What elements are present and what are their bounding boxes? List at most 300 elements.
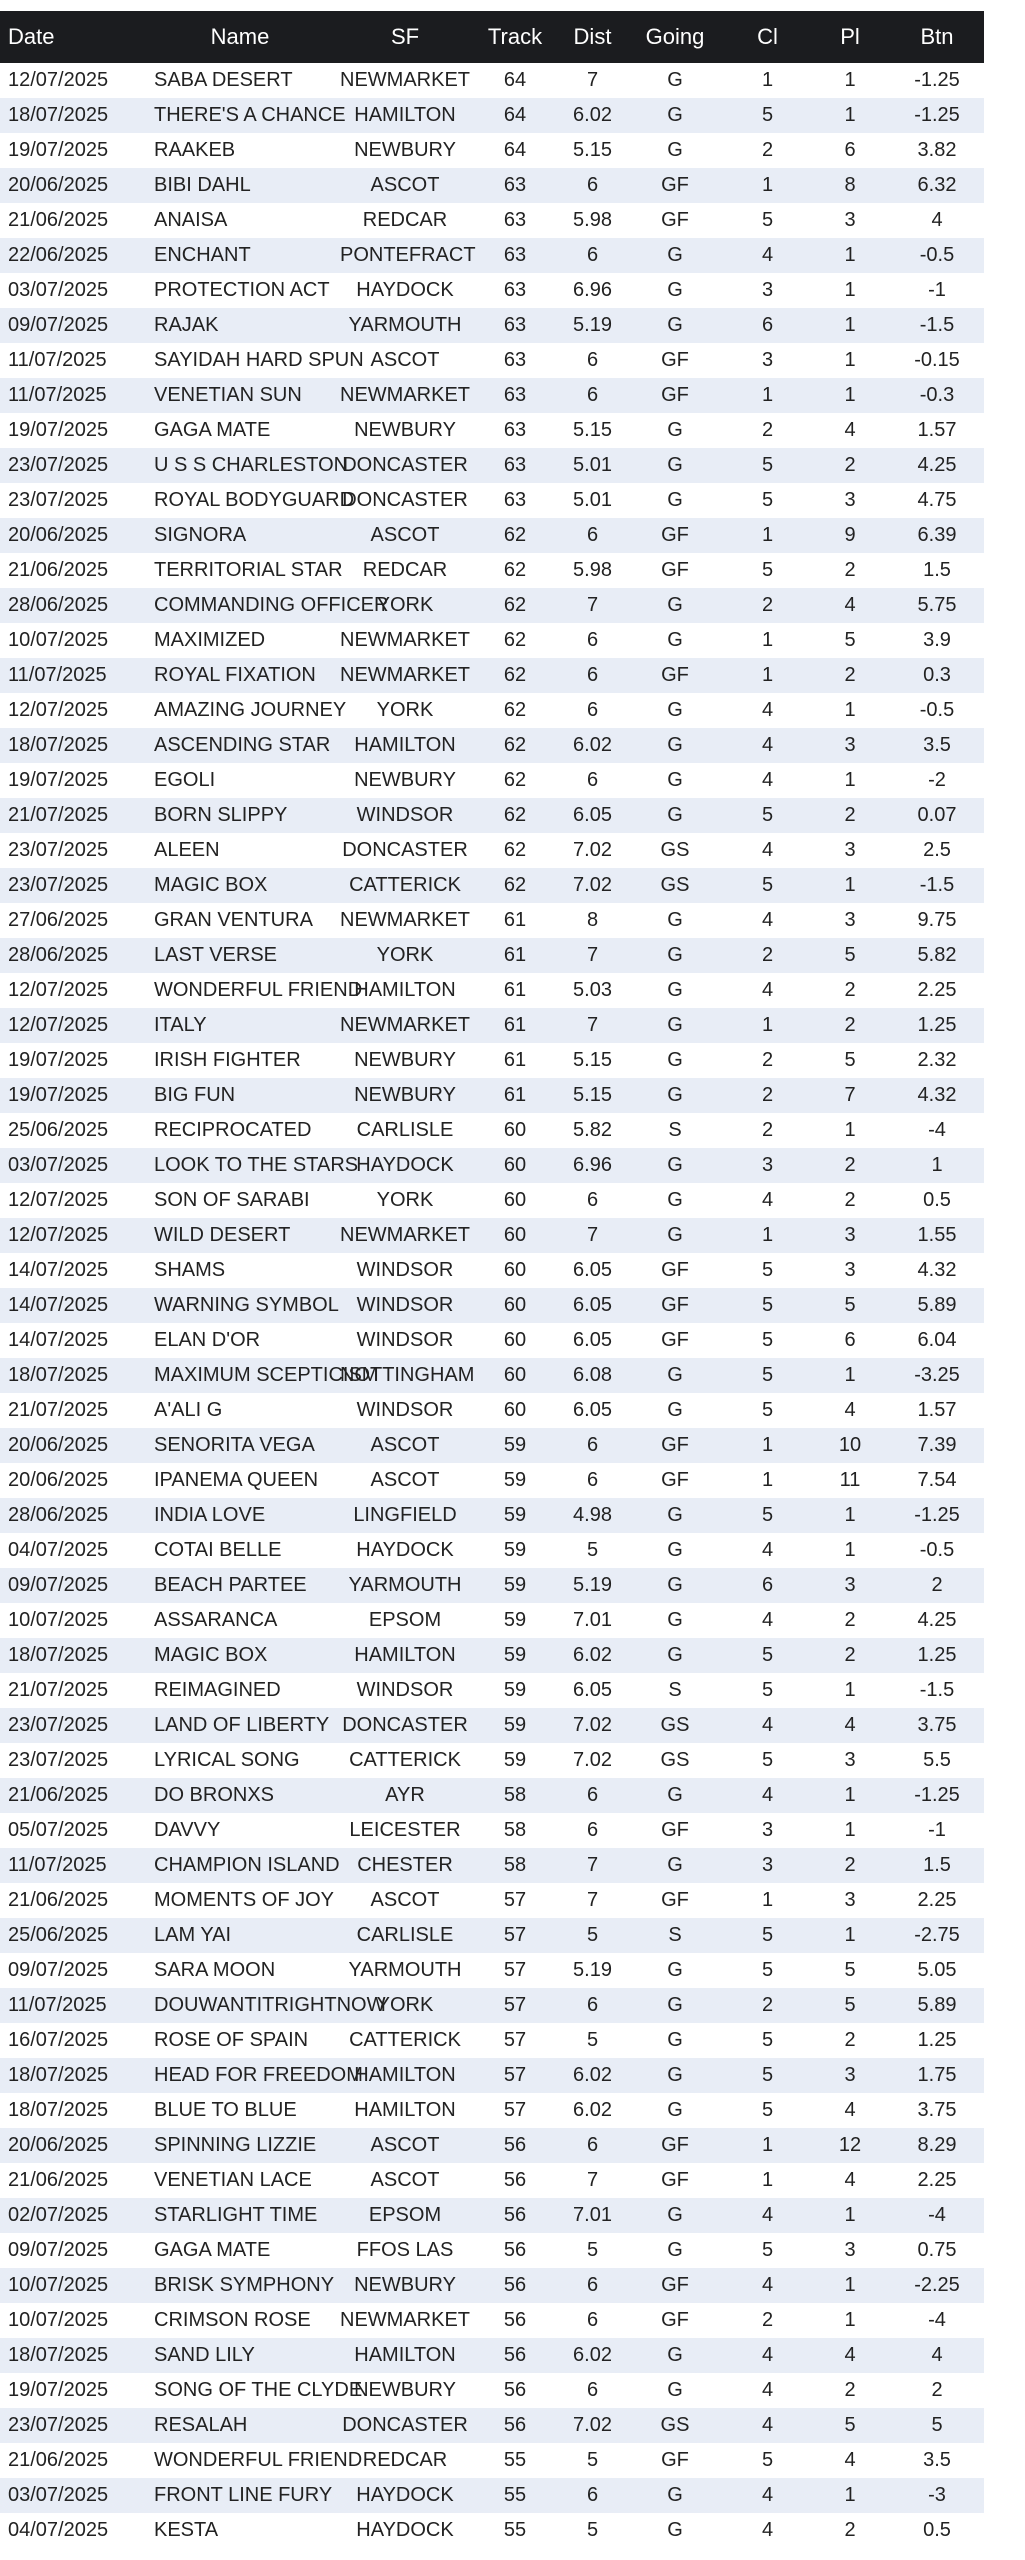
table-row[interactable] bbox=[0, 1288, 984, 1323]
track-cell: 59 bbox=[503, 1714, 527, 1736]
going-cell: GS bbox=[660, 839, 690, 861]
track-cell: 60 bbox=[503, 1224, 527, 1246]
date-cell: 23/07/2025 bbox=[8, 2414, 109, 2436]
sf-cell: ASCOT bbox=[370, 524, 440, 546]
table-row[interactable] bbox=[0, 1323, 984, 1358]
going-cell: GF bbox=[661, 1889, 689, 1911]
dist-cell: 6 bbox=[586, 769, 599, 791]
track-cell: 61 bbox=[503, 979, 527, 1001]
table-row[interactable] bbox=[0, 1498, 984, 1533]
going-cell: G bbox=[667, 2484, 683, 2506]
date-cell: 04/07/2025 bbox=[8, 1539, 109, 1561]
going-cell: G bbox=[667, 1014, 683, 1036]
horse-name-cell: RAJAK bbox=[154, 314, 219, 336]
sf-cell: HAYDOCK bbox=[356, 279, 454, 301]
placing-cell: 5 bbox=[844, 2414, 856, 2436]
dist-cell: 6 bbox=[586, 664, 599, 686]
horse-name-cell: LAND OF LIBERTY bbox=[154, 1714, 330, 1736]
track-cell: 62 bbox=[503, 804, 527, 826]
sf-cell: DONCASTER bbox=[342, 454, 468, 476]
going-cell: S bbox=[668, 1119, 682, 1141]
table-row[interactable] bbox=[0, 1638, 984, 1673]
track-cell: 64 bbox=[503, 104, 527, 126]
column-header-class[interactable]: Cl bbox=[757, 24, 778, 49]
placing-cell: 1 bbox=[844, 769, 856, 791]
table-row[interactable] bbox=[0, 1813, 984, 1848]
placing-cell: 2 bbox=[844, 804, 856, 826]
table-row[interactable] bbox=[0, 1918, 984, 1953]
dist-cell: 7.01 bbox=[573, 1609, 612, 1631]
table-row[interactable] bbox=[0, 2408, 984, 2443]
placing-cell: 1 bbox=[844, 104, 856, 126]
table-row[interactable] bbox=[0, 2058, 984, 2093]
track-cell: 56 bbox=[503, 2379, 527, 2401]
table-row[interactable] bbox=[0, 623, 984, 658]
going-cell: S bbox=[668, 1924, 682, 1946]
sf-cell: HAMILTON bbox=[354, 979, 456, 1001]
placing-cell: 4 bbox=[844, 2449, 856, 2471]
dist-cell: 6 bbox=[586, 524, 599, 546]
date-cell: 16/07/2025 bbox=[8, 2029, 109, 2051]
placing-cell: 5 bbox=[844, 629, 856, 651]
going-cell: G bbox=[667, 629, 683, 651]
date-cell: 28/06/2025 bbox=[8, 1504, 109, 1526]
table-row[interactable] bbox=[0, 903, 984, 938]
placing-cell: 1 bbox=[844, 1504, 856, 1526]
sf-cell: HAMILTON bbox=[354, 2064, 456, 2086]
beaten-cell: 1.55 bbox=[917, 1224, 957, 1246]
beaten-cell: 2.25 bbox=[917, 1889, 957, 1911]
class-cell: 1 bbox=[761, 2169, 774, 2191]
horse-name-cell: RESALAH bbox=[154, 2414, 248, 2436]
table-row[interactable] bbox=[0, 413, 984, 448]
track-cell: 56 bbox=[503, 2239, 527, 2261]
beaten-cell: 1.75 bbox=[917, 2064, 957, 2086]
table-row[interactable] bbox=[0, 1008, 984, 1043]
sf-cell: CATTERICK bbox=[349, 874, 461, 896]
table-row[interactable] bbox=[0, 98, 984, 133]
placing-cell: 6 bbox=[844, 139, 856, 161]
table-row[interactable] bbox=[0, 238, 984, 273]
placing-cell: 3 bbox=[844, 1224, 856, 1246]
table-row[interactable] bbox=[0, 973, 984, 1008]
placing-cell: 1 bbox=[844, 1784, 856, 1806]
table-row[interactable] bbox=[0, 1078, 984, 1113]
horse-name-cell: EGOLI bbox=[154, 769, 216, 791]
class-cell: 4 bbox=[761, 2484, 774, 2506]
going-cell: G bbox=[667, 2519, 683, 2541]
beaten-cell: 4.25 bbox=[917, 454, 957, 476]
table-row[interactable] bbox=[0, 1183, 984, 1218]
table-row[interactable] bbox=[0, 483, 984, 518]
class-cell: 5 bbox=[761, 2449, 774, 2471]
going-cell: G bbox=[667, 2064, 683, 2086]
sf-cell: REDCAR bbox=[362, 559, 448, 581]
going-cell: G bbox=[667, 1399, 683, 1421]
table-row[interactable] bbox=[0, 728, 984, 763]
table-row[interactable] bbox=[0, 2513, 984, 2548]
table-row[interactable] bbox=[0, 1778, 984, 1813]
date-cell: 28/06/2025 bbox=[8, 594, 109, 616]
dist-cell: 6 bbox=[586, 174, 599, 196]
column-header-placing[interactable]: Pl bbox=[840, 24, 860, 49]
horse-name-cell: DO BRONXS bbox=[154, 1784, 275, 1806]
placing-cell: 9 bbox=[844, 524, 856, 546]
going-cell: G bbox=[667, 979, 683, 1001]
class-cell: 6 bbox=[761, 1574, 774, 1596]
horse-name-cell: GAGA MATE bbox=[154, 2239, 271, 2261]
dist-cell: 7.02 bbox=[573, 1749, 612, 1771]
going-cell: G bbox=[667, 734, 683, 756]
class-cell: 5 bbox=[761, 104, 774, 126]
dist-cell: 6 bbox=[586, 629, 599, 651]
table-row[interactable] bbox=[0, 2163, 984, 2198]
going-cell: GF bbox=[661, 1259, 689, 1281]
track-cell: 60 bbox=[503, 1329, 527, 1351]
table-row[interactable] bbox=[0, 2443, 984, 2478]
beaten-cell: -4 bbox=[928, 2309, 946, 2331]
beaten-cell: -2.25 bbox=[914, 2274, 960, 2296]
horse-name-cell: COTAI BELLE bbox=[154, 1539, 282, 1561]
track-cell: 61 bbox=[503, 1084, 527, 1106]
track-cell: 57 bbox=[503, 1924, 527, 1946]
date-cell: 14/07/2025 bbox=[8, 1259, 109, 1281]
sf-cell: WINDSOR bbox=[356, 1294, 454, 1316]
table-row[interactable] bbox=[0, 2303, 984, 2338]
class-cell: 4 bbox=[761, 2379, 774, 2401]
going-cell: G bbox=[667, 909, 683, 931]
placing-cell: 1 bbox=[844, 314, 856, 336]
table-row[interactable] bbox=[0, 168, 984, 203]
horse-name-cell: BIG FUN bbox=[154, 1084, 236, 1106]
horse-name-cell: HEAD FOR FREEDOM bbox=[154, 2064, 363, 2086]
class-cell: 3 bbox=[761, 279, 774, 301]
placing-cell: 2 bbox=[844, 979, 856, 1001]
track-cell: 60 bbox=[503, 1119, 527, 1141]
horse-name-cell: RECIPROCATED bbox=[154, 1119, 312, 1141]
date-cell: 19/07/2025 bbox=[8, 769, 109, 791]
placing-cell: 3 bbox=[844, 2239, 856, 2261]
table-row[interactable] bbox=[0, 1218, 984, 1253]
table-row[interactable] bbox=[0, 763, 984, 798]
dist-cell: 5.19 bbox=[573, 1574, 612, 1596]
track-cell: 59 bbox=[503, 1504, 527, 1526]
going-cell: GF bbox=[661, 2309, 689, 2331]
horse-name-cell: LAM YAI bbox=[154, 1924, 232, 1946]
date-cell: 21/06/2025 bbox=[8, 2449, 109, 2471]
placing-cell: 1 bbox=[844, 2204, 856, 2226]
sf-cell: ASCOT bbox=[370, 1434, 440, 1456]
date-cell: 10/07/2025 bbox=[8, 1609, 109, 1631]
sf-cell: LINGFIELD bbox=[353, 1504, 457, 1526]
sf-cell: ASCOT bbox=[370, 1469, 440, 1491]
beaten-cell: 1.25 bbox=[917, 2029, 957, 2051]
going-cell: G bbox=[667, 1784, 683, 1806]
sf-cell: AYR bbox=[385, 1784, 425, 1806]
track-cell: 56 bbox=[503, 2169, 527, 2191]
table-row[interactable] bbox=[0, 378, 984, 413]
class-cell: 4 bbox=[761, 2204, 774, 2226]
going-cell: GF bbox=[661, 384, 689, 406]
table-row[interactable] bbox=[0, 2338, 984, 2373]
going-cell: G bbox=[667, 1189, 683, 1211]
going-cell: GF bbox=[661, 1329, 689, 1351]
sf-cell: WINDSOR bbox=[356, 1399, 454, 1421]
table-row[interactable] bbox=[0, 1988, 984, 2023]
track-cell: 61 bbox=[503, 909, 527, 931]
date-cell: 21/06/2025 bbox=[8, 559, 109, 581]
table-row[interactable] bbox=[0, 448, 984, 483]
table-row[interactable] bbox=[0, 133, 984, 168]
track-cell: 63 bbox=[503, 489, 527, 511]
horse-name-cell: WARNING SYMBOL bbox=[154, 1294, 339, 1316]
beaten-cell: 1.57 bbox=[917, 1399, 957, 1421]
sf-cell: ASCOT bbox=[370, 174, 440, 196]
column-header-beaten[interactable]: Btn bbox=[920, 24, 954, 49]
date-cell: 11/07/2025 bbox=[8, 1994, 107, 2016]
table-row[interactable] bbox=[0, 1043, 984, 1078]
sf-cell: CARLISLE bbox=[356, 1924, 454, 1946]
dist-cell: 6 bbox=[586, 2274, 599, 2296]
dist-cell: 7 bbox=[586, 2169, 599, 2191]
sf-cell: HAYDOCK bbox=[356, 1154, 454, 1176]
column-header-date[interactable]: Date bbox=[8, 24, 55, 49]
column-header-track[interactable]: Track bbox=[487, 24, 543, 49]
table-row[interactable] bbox=[0, 833, 984, 868]
date-cell: 10/07/2025 bbox=[8, 629, 109, 651]
table-row[interactable] bbox=[0, 2093, 984, 2128]
table-row[interactable] bbox=[0, 1358, 984, 1393]
dist-cell: 7.02 bbox=[573, 2414, 612, 2436]
date-cell: 20/06/2025 bbox=[8, 1469, 109, 1491]
table-row[interactable] bbox=[0, 1883, 984, 1918]
placing-cell: 3 bbox=[844, 209, 856, 231]
class-cell: 2 bbox=[761, 139, 774, 161]
column-header-going[interactable]: Going bbox=[645, 24, 705, 49]
table-row[interactable] bbox=[0, 273, 984, 308]
table-row[interactable] bbox=[0, 1673, 984, 1708]
placing-cell: 4 bbox=[844, 2344, 856, 2366]
going-cell: G bbox=[667, 139, 683, 161]
track-cell: 61 bbox=[503, 944, 527, 966]
going-cell: G bbox=[667, 2204, 683, 2226]
table-row[interactable] bbox=[0, 938, 984, 973]
sf-cell: YORK bbox=[376, 944, 434, 966]
horse-name-cell: ROYAL FIXATION bbox=[154, 664, 316, 686]
sf-cell: DONCASTER bbox=[342, 1714, 468, 1736]
date-cell: 21/07/2025 bbox=[8, 1679, 109, 1701]
sf-cell: NEWMARKET bbox=[340, 664, 470, 686]
class-cell: 5 bbox=[761, 454, 774, 476]
placing-cell: 1 bbox=[844, 384, 856, 406]
class-cell: 4 bbox=[761, 1189, 774, 1211]
table-row[interactable] bbox=[0, 1463, 984, 1498]
going-cell: G bbox=[667, 1994, 683, 2016]
going-cell: G bbox=[667, 244, 683, 266]
sf-cell: CHESTER bbox=[357, 1854, 453, 1876]
class-cell: 2 bbox=[761, 944, 774, 966]
horse-name-cell: ELAN D'OR bbox=[154, 1329, 261, 1351]
class-cell: 4 bbox=[761, 1784, 774, 1806]
horse-name-cell: GAGA MATE bbox=[154, 419, 271, 441]
sf-cell: NEWMARKET bbox=[340, 384, 470, 406]
table-row[interactable] bbox=[0, 1568, 984, 1603]
dist-cell: 6.05 bbox=[573, 1259, 612, 1281]
horse-name-cell: MAGIC BOX bbox=[154, 1644, 268, 1666]
dist-cell: 6.02 bbox=[573, 2064, 612, 2086]
date-cell: 20/06/2025 bbox=[8, 524, 109, 546]
placing-cell: 1 bbox=[844, 2309, 856, 2331]
beaten-cell: 7.54 bbox=[917, 1469, 957, 1491]
track-cell: 59 bbox=[503, 1679, 527, 1701]
table-row[interactable] bbox=[0, 1428, 984, 1463]
table-row[interactable] bbox=[0, 2198, 984, 2233]
going-cell: G bbox=[667, 314, 683, 336]
horse-name-cell: MAGIC BOX bbox=[154, 874, 268, 896]
class-cell: 4 bbox=[761, 1609, 774, 1631]
track-cell: 63 bbox=[503, 244, 527, 266]
going-cell: G bbox=[667, 2029, 683, 2051]
dist-cell: 6.05 bbox=[573, 804, 612, 826]
sf-cell: YARMOUTH bbox=[348, 1574, 462, 1596]
placing-cell: 12 bbox=[838, 2134, 862, 2156]
beaten-cell: 3.82 bbox=[917, 139, 957, 161]
beaten-cell: 2.25 bbox=[917, 979, 957, 1001]
sf-cell: CATTERICK bbox=[349, 1749, 461, 1771]
table-row[interactable] bbox=[0, 1708, 984, 1743]
beaten-cell: 2 bbox=[931, 2379, 943, 2401]
table-row[interactable] bbox=[0, 2373, 984, 2408]
table-row[interactable] bbox=[0, 588, 984, 623]
table-row[interactable] bbox=[0, 2023, 984, 2058]
track-cell: 60 bbox=[503, 1399, 527, 1421]
horse-name-cell: MOMENTS OF JOY bbox=[154, 1889, 334, 1911]
track-cell: 55 bbox=[503, 2519, 527, 2541]
placing-cell: 3 bbox=[844, 909, 856, 931]
beaten-cell: 0.3 bbox=[923, 664, 951, 686]
horse-name-cell: DOUWANTITRIGHTNOW bbox=[154, 1994, 386, 2016]
date-cell: 11/07/2025 bbox=[8, 664, 107, 686]
column-header-name[interactable]: Name bbox=[210, 24, 270, 49]
table-row[interactable] bbox=[0, 63, 984, 98]
beaten-cell: 1.25 bbox=[917, 1014, 957, 1036]
placing-cell: 2 bbox=[844, 1014, 856, 1036]
class-cell: 4 bbox=[761, 839, 774, 861]
going-cell: G bbox=[667, 454, 683, 476]
horse-name-cell: FRONT LINE FURY bbox=[154, 2484, 333, 2506]
sf-cell: YORK bbox=[376, 1189, 434, 1211]
placing-cell: 3 bbox=[844, 1259, 856, 1281]
placing-cell: 1 bbox=[844, 874, 856, 896]
table-row[interactable] bbox=[0, 1603, 984, 1638]
sf-cell: CARLISLE bbox=[356, 1119, 454, 1141]
going-cell: G bbox=[667, 1854, 683, 1876]
table-row[interactable] bbox=[0, 1253, 984, 1288]
track-cell: 57 bbox=[503, 1959, 527, 1981]
table-row[interactable] bbox=[0, 518, 984, 553]
table-row[interactable] bbox=[0, 2478, 984, 2513]
sf-cell: DONCASTER bbox=[342, 839, 468, 861]
date-cell: 23/07/2025 bbox=[8, 839, 109, 861]
class-cell: 2 bbox=[761, 1049, 774, 1071]
table-row[interactable] bbox=[0, 868, 984, 903]
track-cell: 62 bbox=[503, 594, 527, 616]
beaten-cell: 2 bbox=[931, 1574, 943, 1596]
class-cell: 2 bbox=[761, 2309, 774, 2331]
class-cell: 5 bbox=[761, 2029, 774, 2051]
date-cell: 18/07/2025 bbox=[8, 2064, 109, 2086]
track-cell: 64 bbox=[503, 69, 527, 91]
dist-cell: 6.02 bbox=[573, 734, 612, 756]
class-cell: 4 bbox=[761, 769, 774, 791]
table-row[interactable] bbox=[0, 1393, 984, 1428]
table-row[interactable] bbox=[0, 1953, 984, 1988]
horse-name-cell: REIMAGINED bbox=[154, 1679, 281, 1701]
beaten-cell: 5.82 bbox=[917, 944, 957, 966]
track-cell: 63 bbox=[503, 279, 527, 301]
table-row[interactable] bbox=[0, 2233, 984, 2268]
column-header-dist[interactable]: Dist bbox=[573, 24, 612, 49]
table-row[interactable] bbox=[0, 658, 984, 693]
going-cell: G bbox=[667, 1364, 683, 1386]
dist-cell: 7 bbox=[586, 69, 599, 91]
track-cell: 63 bbox=[503, 174, 527, 196]
date-cell: 09/07/2025 bbox=[8, 1959, 109, 1981]
dist-cell: 7 bbox=[586, 594, 599, 616]
dist-cell: 5.98 bbox=[573, 559, 612, 581]
beaten-cell: 0.75 bbox=[917, 2239, 957, 2261]
placing-cell: 1 bbox=[844, 1364, 856, 1386]
going-cell: GF bbox=[661, 2134, 689, 2156]
table-row[interactable] bbox=[0, 1533, 984, 1568]
track-cell: 62 bbox=[503, 874, 527, 896]
table-row[interactable] bbox=[0, 693, 984, 728]
table-row[interactable] bbox=[0, 2128, 984, 2163]
beaten-cell: 1.57 bbox=[917, 419, 957, 441]
column-header-sf[interactable]: SF bbox=[390, 24, 420, 49]
beaten-cell: 0.5 bbox=[923, 1189, 951, 1211]
table-row[interactable] bbox=[0, 1113, 984, 1148]
table-row[interactable] bbox=[0, 798, 984, 833]
beaten-cell: -3.25 bbox=[914, 1364, 960, 1386]
date-cell: 20/06/2025 bbox=[8, 1434, 109, 1456]
table-row[interactable] bbox=[0, 1848, 984, 1883]
table-row[interactable] bbox=[0, 2268, 984, 2303]
table-row[interactable] bbox=[0, 553, 984, 588]
table-row[interactable] bbox=[0, 308, 984, 343]
beaten-cell: 4.32 bbox=[917, 1259, 957, 1281]
track-cell: 56 bbox=[503, 2274, 527, 2296]
track-cell: 56 bbox=[503, 2204, 527, 2226]
date-cell: 12/07/2025 bbox=[8, 1189, 109, 1211]
horse-name-cell: INDIA LOVE bbox=[154, 1504, 266, 1526]
sf-cell: HAYDOCK bbox=[356, 2519, 454, 2541]
table-row[interactable] bbox=[0, 203, 984, 238]
placing-cell: 1 bbox=[844, 2484, 856, 2506]
table-row[interactable] bbox=[0, 343, 984, 378]
going-cell: G bbox=[667, 1644, 683, 1666]
class-cell: 4 bbox=[761, 244, 774, 266]
table-row[interactable] bbox=[0, 1743, 984, 1778]
results-table-container bbox=[0, 11, 984, 2548]
placing-cell: 2 bbox=[844, 664, 856, 686]
table-row[interactable] bbox=[0, 1148, 984, 1183]
date-cell: 18/07/2025 bbox=[8, 734, 109, 756]
date-cell: 19/07/2025 bbox=[8, 2379, 109, 2401]
going-cell: G bbox=[667, 804, 683, 826]
date-cell: 28/06/2025 bbox=[8, 944, 109, 966]
dist-cell: 4.98 bbox=[573, 1504, 612, 1526]
